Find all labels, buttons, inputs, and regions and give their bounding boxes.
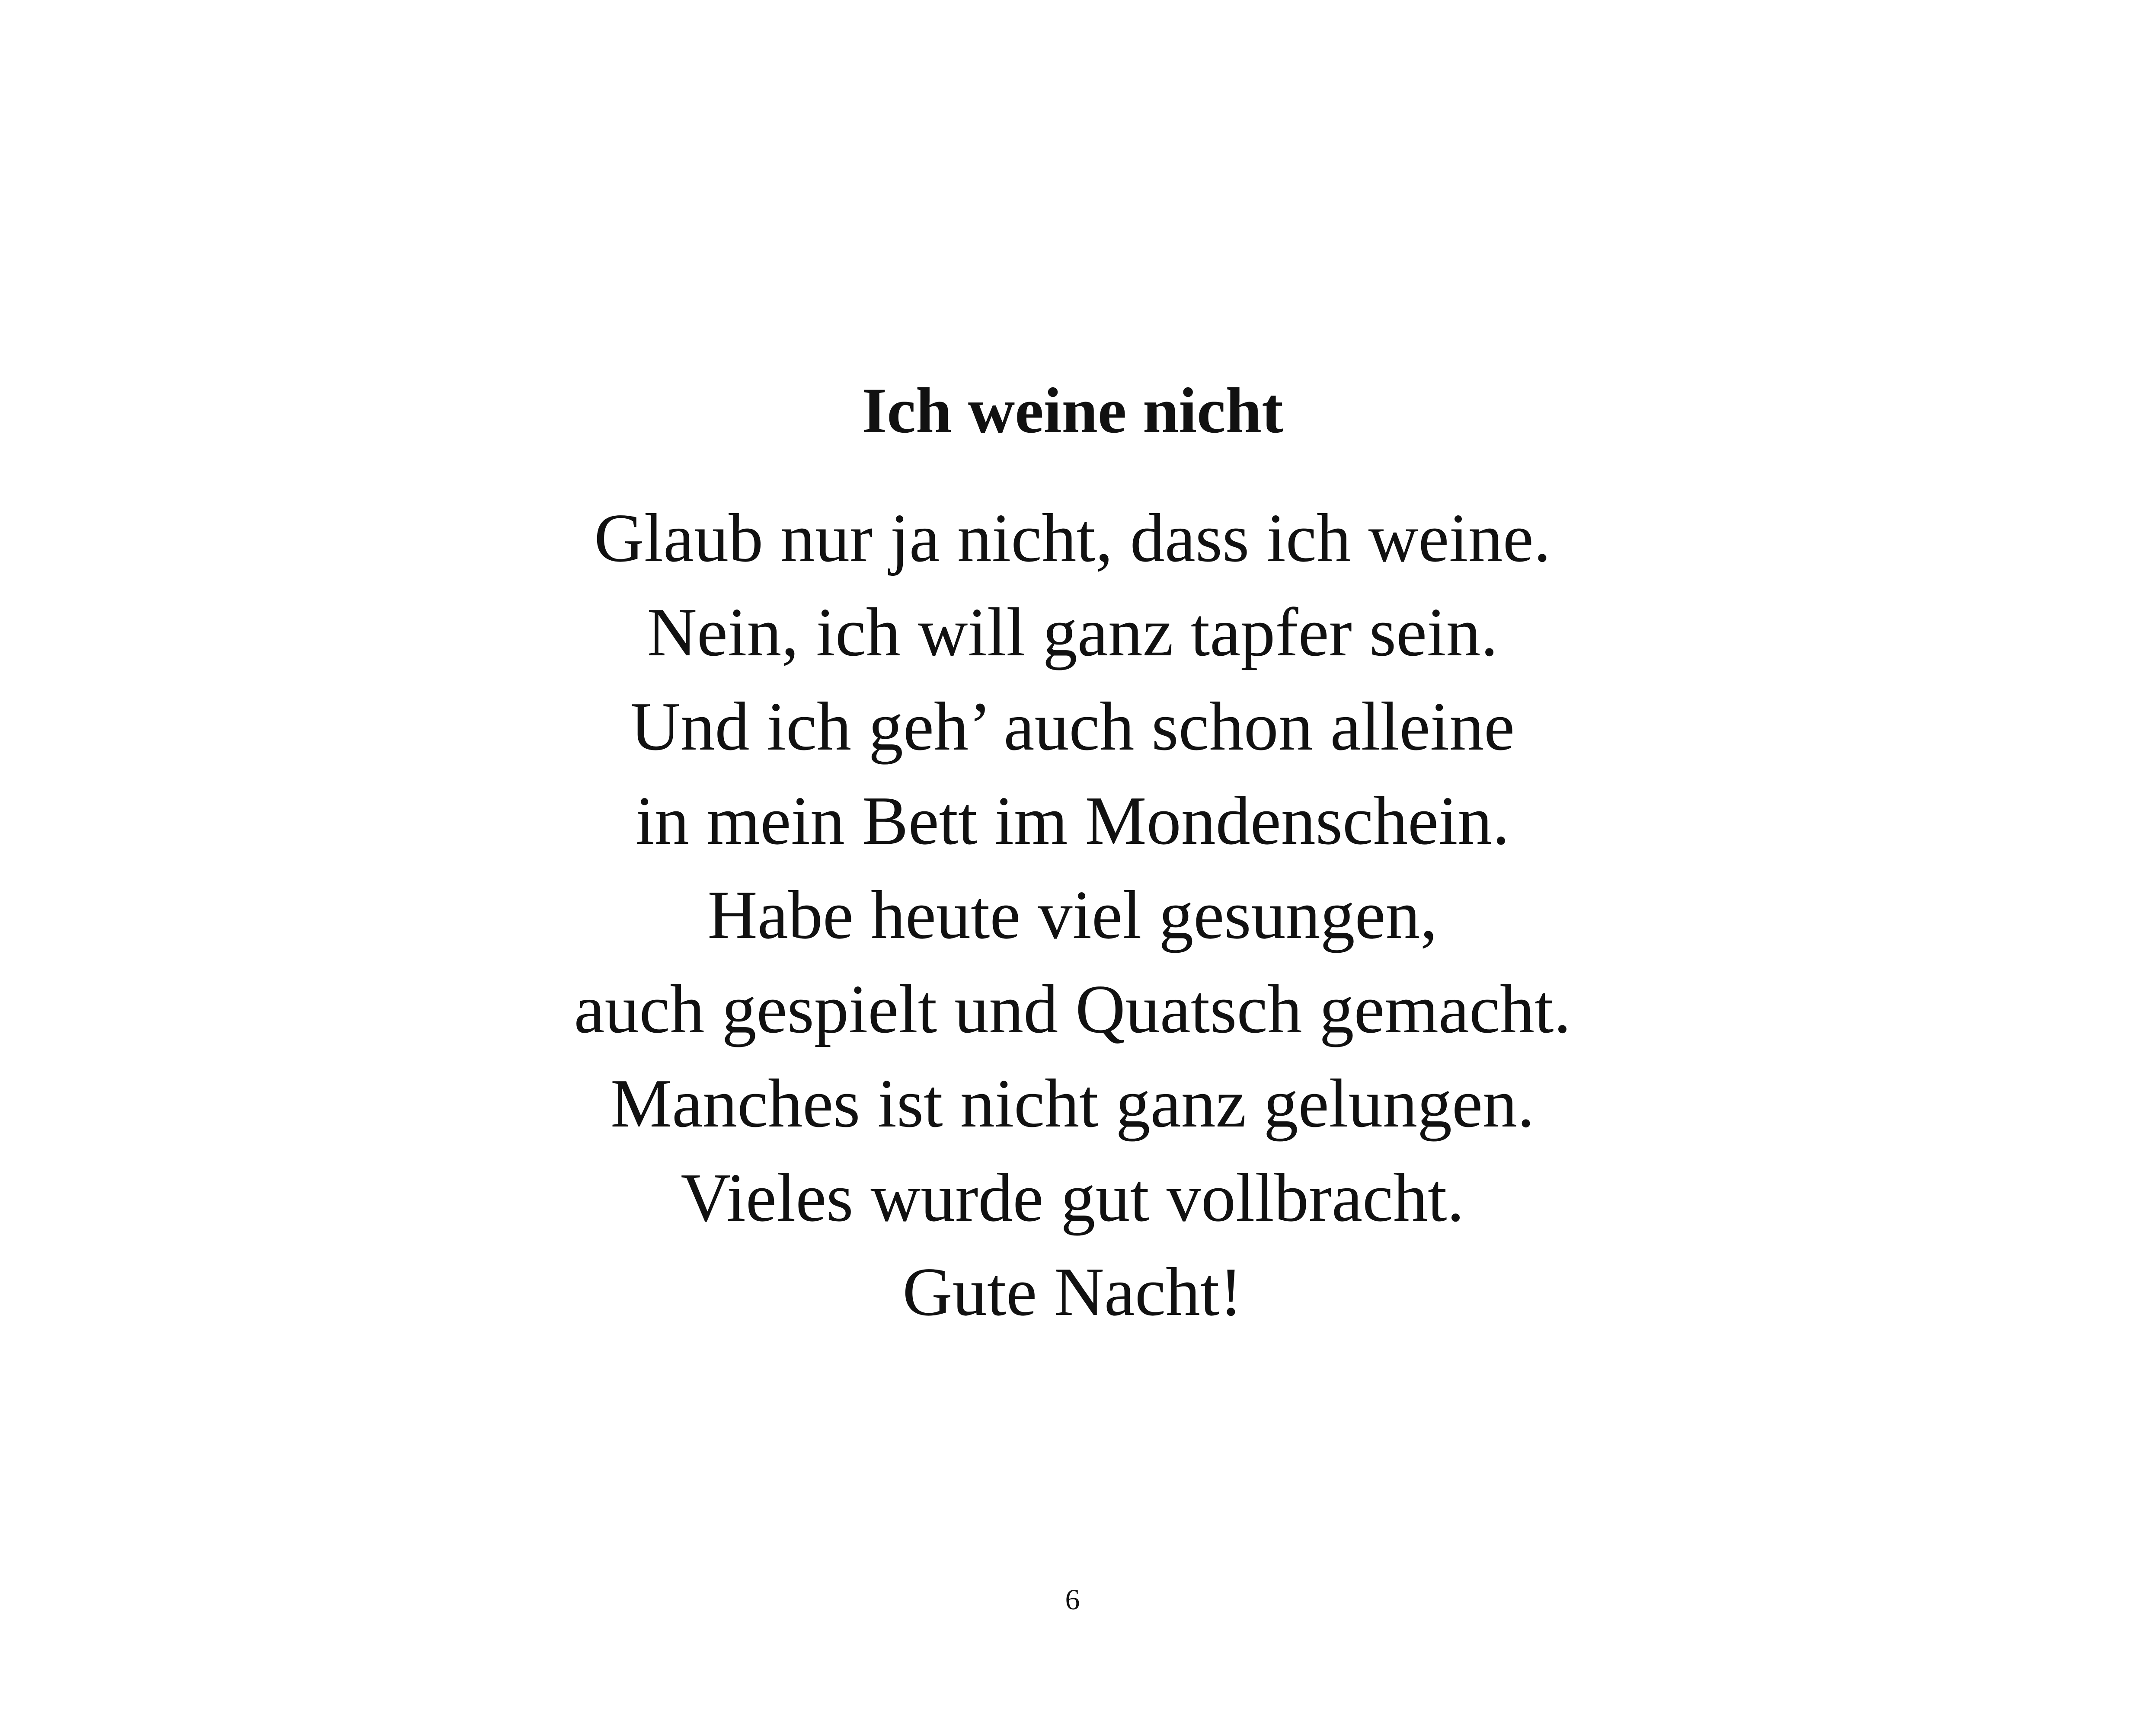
poem-line: Gute Nacht!: [902, 1253, 1243, 1330]
poem-line: Und ich geh’ auch schon alleine: [630, 688, 1515, 765]
poem-line: Nein, ich will ganz tapfer sein.: [647, 594, 1498, 670]
poem-line: auch gespielt und Quatsch gemacht.: [574, 970, 1571, 1047]
poem-body: [0, 491, 2145, 1339]
poem-line: in mein Bett im Mondenschein.: [635, 782, 1510, 859]
poem-line: Habe heute viel gesungen,: [707, 876, 1438, 953]
poem-line: Vieles wurde gut vollbracht.: [681, 1159, 1464, 1236]
poem-title: Ich weine nicht: [862, 375, 1283, 447]
poem-line: Glaub nur ja nicht, dass ich weine.: [594, 499, 1551, 576]
page-number: 6: [1065, 1583, 1080, 1616]
poem-line: Manches ist nicht ganz gelungen.: [610, 1065, 1535, 1142]
